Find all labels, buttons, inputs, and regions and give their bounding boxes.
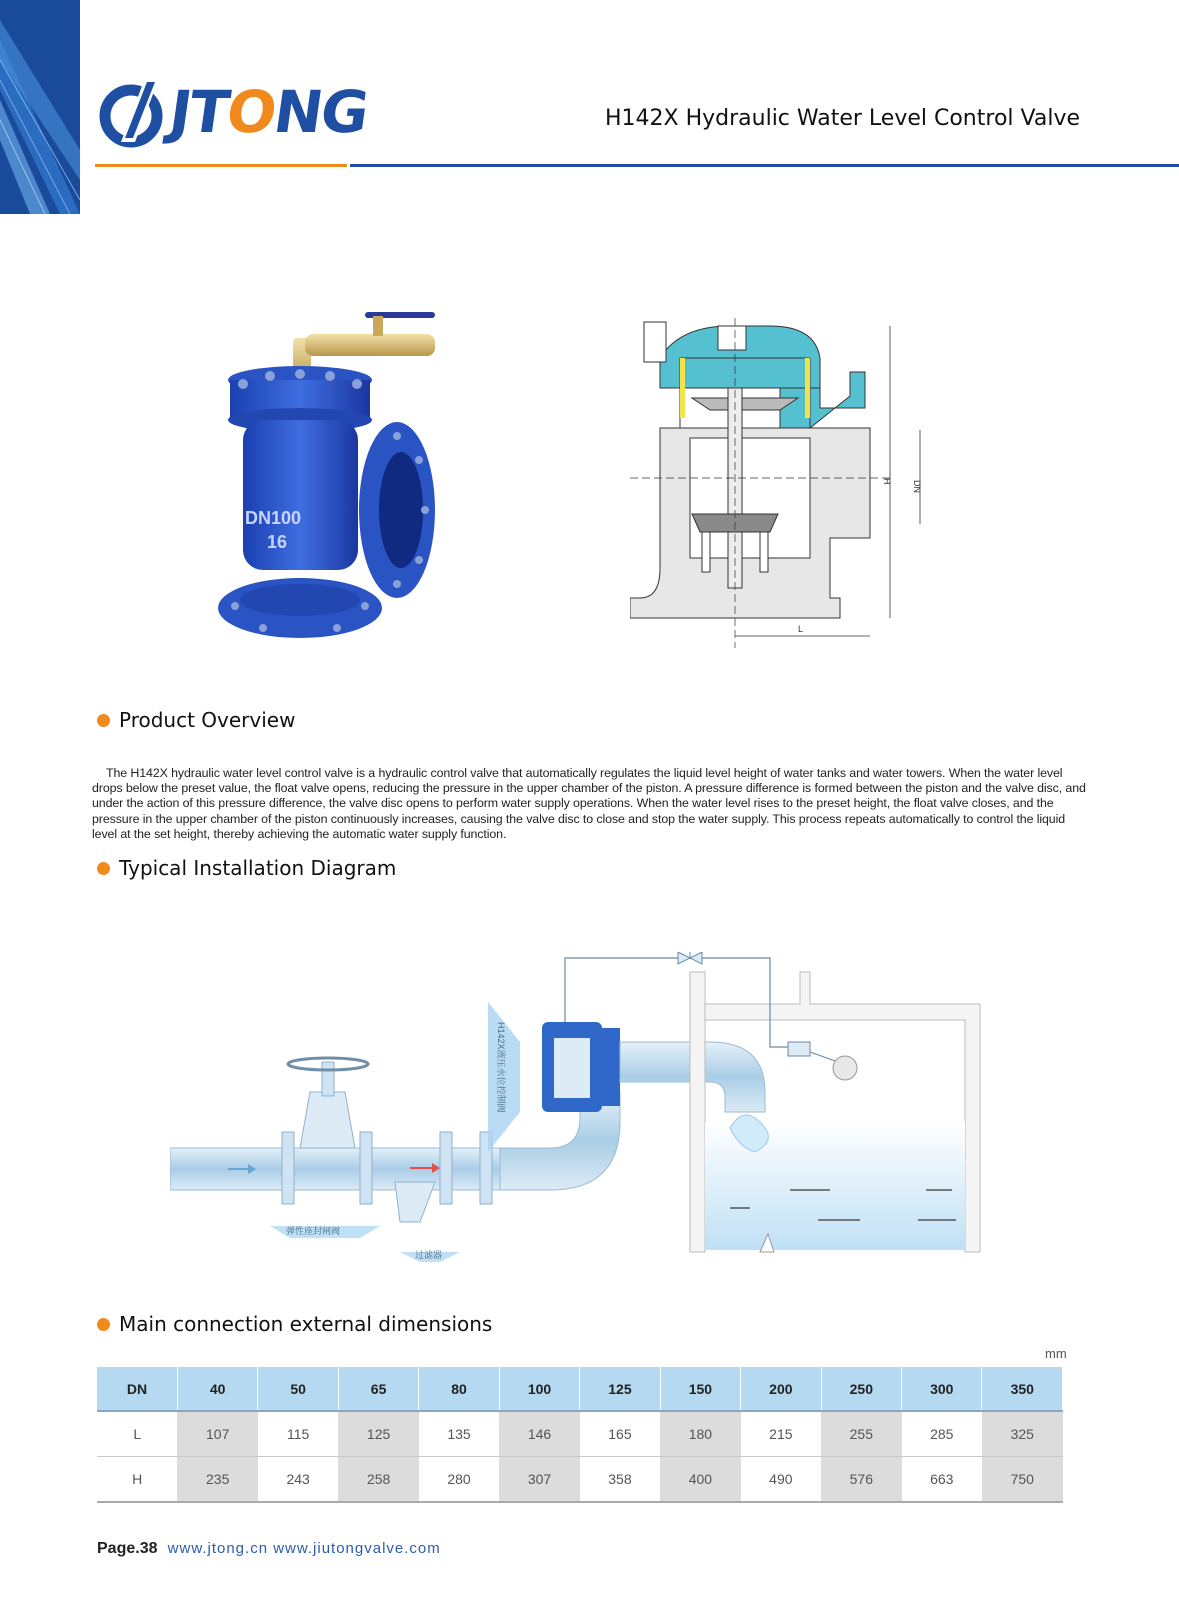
- logo-wordmark: [165, 78, 371, 146]
- table-cell: 325: [982, 1411, 1063, 1457]
- overview-paragraph: The H142X hydraulic water level control valve is a hydraulic control valve that automatically regulates the liquid level height of water tanks and water towers. When the water level drops below the preset value, the float valve opens, reducing the pressure in the upper chamber of the piston. A pressure difference is formed between the piston and the valve disc, and under the action of this pressure difference, the valve disc opens to perform water supply operations. When the water level rises to the preset height, the float valve closes, and the pressure in the upper chamber of the piston continuously increases, causing the valve disc to close and stop the water supply. This process repeats automatically to control the liquid level at the set height, thereby achieving the automatic water supply function.: [92, 766, 1086, 841]
- table-cell: 165: [580, 1411, 660, 1457]
- table-cell: 358: [580, 1457, 660, 1503]
- dimension-label-l: L: [798, 624, 804, 634]
- page-footer: [97, 1540, 441, 1558]
- table-cell: H: [97, 1457, 177, 1503]
- installation-diagram: [170, 952, 1005, 1297]
- column-header: 80: [419, 1367, 499, 1411]
- corner-decoration: [0, 0, 80, 214]
- column-header: 50: [258, 1367, 338, 1411]
- column-header: 300: [902, 1367, 982, 1411]
- valve-marking-dn: DN100: [245, 508, 302, 528]
- bullet-icon: [97, 862, 110, 875]
- table-cell: 115: [258, 1411, 338, 1457]
- column-header: 100: [499, 1367, 579, 1411]
- installation-heading-text: Typical Installation Diagram: [119, 856, 397, 880]
- table-cell: 180: [660, 1411, 740, 1457]
- column-header: DN: [97, 1367, 177, 1411]
- dimension-label-h: H: [882, 478, 892, 485]
- logo-text: JTONG: [165, 78, 372, 146]
- table-cell: L: [97, 1411, 177, 1457]
- header-rule-orange: [95, 164, 347, 167]
- table-cell: 307: [499, 1457, 579, 1503]
- logo-mark: [95, 72, 175, 154]
- column-header: 200: [741, 1367, 821, 1411]
- dimensions-heading: [97, 1312, 492, 1336]
- unit-label: mm: [1045, 1346, 1067, 1361]
- table-cell: 576: [821, 1457, 901, 1503]
- table-cell: 490: [741, 1457, 821, 1503]
- column-header: 40: [177, 1367, 257, 1411]
- installation-heading: [97, 856, 396, 880]
- table-cell: 255: [821, 1411, 901, 1457]
- dimension-label-dn: DN: [912, 480, 922, 493]
- table-cell: 215: [741, 1411, 821, 1457]
- table-cell: 750: [982, 1457, 1063, 1503]
- column-header: 125: [580, 1367, 660, 1411]
- page-number: Page.38: [97, 1540, 158, 1557]
- gate-valve-label: 弹性座封闸阀: [286, 1226, 341, 1236]
- table-cell: 663: [902, 1457, 982, 1503]
- column-header: 350: [982, 1367, 1063, 1411]
- table-cell: 107: [177, 1411, 257, 1457]
- table-cell: 146: [499, 1411, 579, 1457]
- table-cell: 400: [660, 1457, 740, 1503]
- dimensions-heading-text: Main connection external dimensions: [119, 1312, 493, 1336]
- table-cell: 125: [338, 1411, 418, 1457]
- valve-product-photo: [215, 310, 460, 655]
- footer-urls: www.jtong.cn www.jiutongvalve.com: [167, 1540, 441, 1557]
- header-rule-blue: [350, 164, 1179, 167]
- filter-label: 过滤器: [415, 1250, 443, 1260]
- bullet-icon: [97, 1318, 110, 1331]
- page-title: H142X Hydraulic Water Level Control Valve: [604, 106, 1080, 131]
- table-row: [97, 1457, 1063, 1503]
- column-header: 150: [660, 1367, 740, 1411]
- overview-heading: [97, 708, 295, 732]
- table-cell: 135: [419, 1411, 499, 1457]
- table-cell: 285: [902, 1411, 982, 1457]
- table-cell: 243: [258, 1457, 338, 1503]
- table-header-row: [97, 1367, 1063, 1411]
- dimensions-table: [97, 1367, 1063, 1503]
- control-valve-label: H142X液压水位控制阀: [496, 1022, 506, 1113]
- table-cell: 235: [177, 1457, 257, 1503]
- column-header: 250: [821, 1367, 901, 1411]
- bullet-icon: [97, 714, 110, 727]
- table-cell: 258: [338, 1457, 418, 1503]
- overview-heading-text: Product Overview: [119, 708, 296, 732]
- valve-section-drawing: [630, 318, 950, 658]
- table-row: [97, 1411, 1063, 1457]
- column-header: 65: [338, 1367, 418, 1411]
- valve-marking-pn: 16: [267, 532, 288, 552]
- table-cell: 280: [419, 1457, 499, 1503]
